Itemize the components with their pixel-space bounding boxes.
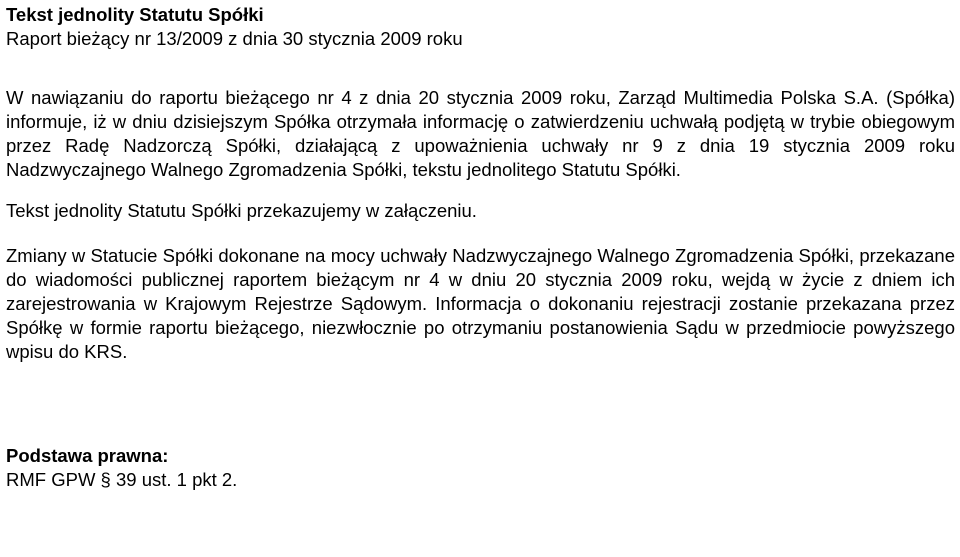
report-subtitle: Raport bieżący nr 13/2009 z dnia 30 stycznia 2009 roku [6,28,463,49]
paragraph-changes: Zmiany w Statucie Spółki dokonane na mocy uchwały Nadzwyczajnego Walnego Zgromadzenia Spółki, przekazane do wiadomości publicznej raportem bieżącym nr 4 w dniu 20 stycznia 2009 roku, wejdą w życie z dniem ich zarejestrowania w Krajowym Rejestrze Sądowym. Informacja o dokonaniu rejestracji zostanie przekazana przez Spółkę w formie raportu bieżącego, niezwłocznie po otrzymaniu postanowienia Sądu w przedmiocie powyższego wpisu do KRS. [6,245,955,362]
legal-basis-text: RMF GPW § 39 ust. 1 pkt 2. [6,469,238,490]
document [6,0,955,492]
legal-basis-label: Podstawa prawna: [6,445,169,466]
paragraph-attachment: Tekst jednolity Statutu Spółki przekazujemy w załączeniu. [6,200,477,221]
document-title: Tekst jednolity Statutu Spółki [6,4,264,25]
paragraph-announcement: W nawiązaniu do raportu bieżącego nr 4 z dnia 20 stycznia 2009 roku, Zarząd Multimedia Polska S.A. (Spółka) informuje, iż w dniu dzisiejszym Spółka otrzymała informację o zatwierdzeniu uchwałą podjętą w trybie obiegowym przez Radę Nadzorczą Spółki, działającą z upoważnienia uchwały nr 9 z dnia 19 stycznia 2009 roku Nadzwyczajnego Walnego Zgromadzenia Spółki, tekstu jednolitego Statutu Spółki. [6,87,955,180]
